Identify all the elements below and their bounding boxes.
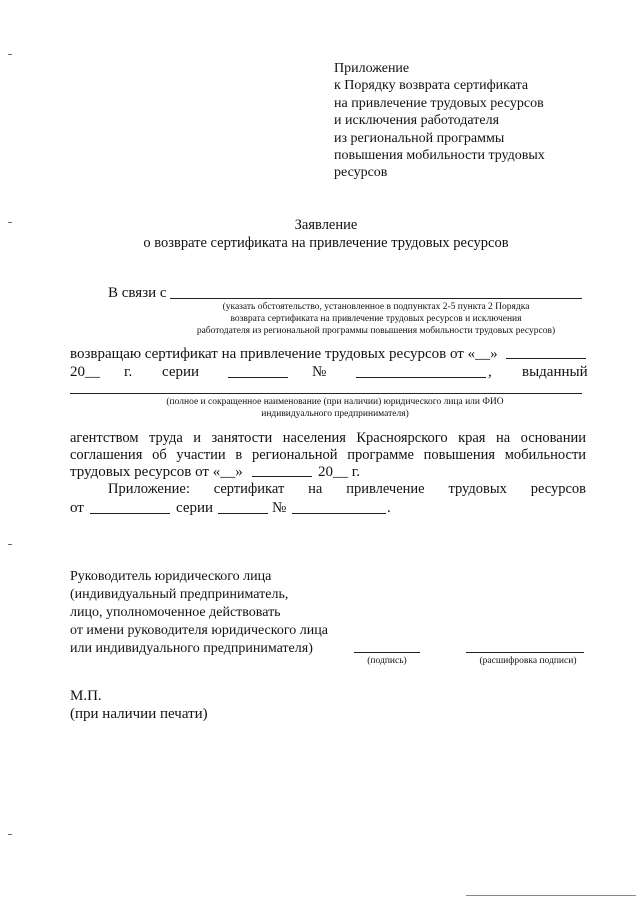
attachment-date-field[interactable] <box>90 513 170 514</box>
attachment-number-field[interactable] <box>292 513 386 514</box>
in-connection-label: В связи с <box>108 285 167 301</box>
signature-hint: (подпись) <box>367 656 407 666</box>
scan-edge-line <box>466 895 636 896</box>
word: ресурсов <box>530 481 587 497</box>
organization-hint-line: (полное и сокращенное наименование (при наличии) юридического лица или ФИО <box>166 397 504 407</box>
appendix-line: и исключения работодателя <box>334 113 500 129</box>
scan-mark <box>8 222 12 223</box>
word: участии <box>176 447 226 463</box>
word: мобильности <box>504 447 587 463</box>
year-label: 20__ <box>70 364 100 380</box>
word: и <box>193 430 201 446</box>
series-field[interactable] <box>228 377 288 378</box>
reason-hint <box>170 301 582 325</box>
word: Красноярского <box>356 430 448 446</box>
signature-decode-hint: (расшифровка подписи) <box>479 656 577 666</box>
word: в <box>235 447 243 463</box>
organization-hint-line: индивидуального предпринимателя) <box>261 409 409 419</box>
number-field[interactable] <box>356 377 486 378</box>
organization-field[interactable] <box>70 393 582 394</box>
signatory-line: или индивидуального предпринимателя) <box>70 641 313 656</box>
signatory-line: (индивидуальный предприниматель, <box>70 587 289 602</box>
return-text: возвращаю сертификат на привлечение трудовых ресурсов от «__» <box>70 346 498 362</box>
appendix-line: повышения мобильности трудовых <box>334 148 545 164</box>
signatory-line: лицо, уполномоченное действовать <box>70 605 281 620</box>
agreement-date-text: трудовых ресурсов от «__» <box>70 464 243 480</box>
word: основании <box>520 430 587 446</box>
signatory-line: Руководитель юридического лица <box>70 569 272 584</box>
issued-label: выданный <box>522 364 588 380</box>
return-date-field[interactable] <box>506 358 586 359</box>
word: об <box>152 447 167 463</box>
appendix-line: Приложение <box>334 61 410 76</box>
word: агентством <box>70 430 139 446</box>
word: программе <box>347 447 414 463</box>
appendix-line: из региональной программы <box>334 130 505 146</box>
scan-mark <box>8 54 12 55</box>
scan-mark <box>8 544 12 545</box>
word: на <box>495 430 511 446</box>
reason-hint-line: работодателя из региональной программы повышения мобильности трудовых ресурсов) <box>196 326 556 336</box>
document-subtitle: о возврате сертификата на привлечение трудовых ресурсов <box>143 235 509 251</box>
stamp-note: (при наличии печати) <box>70 706 208 722</box>
attachment-series-label: серии <box>176 500 214 516</box>
agency-line-1 <box>70 430 586 447</box>
attachment-dot: . <box>387 500 391 516</box>
document-title: Заявление <box>294 217 358 233</box>
word: населения <box>282 430 346 446</box>
word: соглашения <box>70 447 143 463</box>
comma: , <box>488 364 492 380</box>
word: труда <box>149 430 183 446</box>
appendix-line: к Порядку возврата сертификата <box>334 78 529 94</box>
series-label: серии <box>162 364 200 380</box>
number-label: № <box>312 364 327 380</box>
signature-field[interactable] <box>354 652 420 653</box>
appendix-line: на привлечение трудовых ресурсов <box>334 95 544 111</box>
year-suffix: г. <box>124 364 133 380</box>
word: привлечение <box>346 481 425 497</box>
attachment-from-label: от <box>70 500 84 516</box>
reason-hint-line: (указать обстоятельство, установленное в подпунктах 2-5 пункта 2 Порядка <box>222 302 530 312</box>
signatory-block <box>70 568 328 658</box>
word: сертификат <box>213 481 285 497</box>
appendix-line: ресурсов <box>334 165 388 181</box>
reason-hint-line: возврата сертификата на привлечение трудовых ресурсов и исключения <box>230 314 522 324</box>
word: занятости <box>211 430 273 446</box>
attachment-series-field[interactable] <box>218 513 268 514</box>
organization-hint <box>100 396 570 420</box>
signature-decode-field[interactable] <box>466 652 584 653</box>
reason-field[interactable] <box>170 298 582 299</box>
word: Приложение: <box>108 481 190 497</box>
agreement-year-text: 20__ г. <box>318 464 360 480</box>
attachment-line <box>108 481 586 498</box>
word: края <box>458 430 486 446</box>
word: повышения <box>423 447 496 463</box>
word: на <box>308 481 323 497</box>
attachment-number-label: № <box>272 500 287 516</box>
scan-mark <box>8 834 12 835</box>
stamp-label: М.П. <box>70 688 102 704</box>
signatory-line: от имени руководителя юридического лица <box>70 623 328 638</box>
appendix-header <box>334 60 545 182</box>
agreement-date-field[interactable] <box>252 476 312 477</box>
agency-line-2 <box>70 447 586 464</box>
word: трудовых <box>448 481 507 497</box>
word: региональной <box>251 447 338 463</box>
